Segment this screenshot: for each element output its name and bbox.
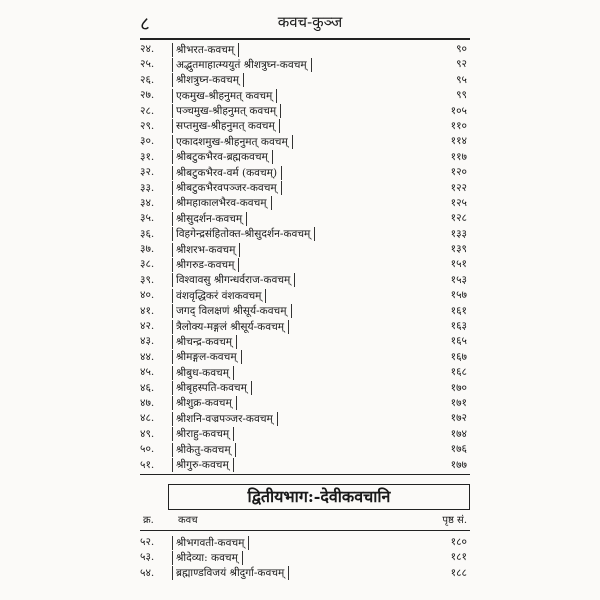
entry-number: ४३. <box>140 335 155 348</box>
toc-entry <box>140 150 470 165</box>
entry-title: अद्भुतमाहात्म्ययुतं श्रीशत्रुघ्न-कवचम् <box>172 58 312 72</box>
section-divider <box>140 474 470 475</box>
entry-title: श्रीबुध-कवचम् <box>172 366 234 380</box>
entry-number: ३५. <box>140 212 155 225</box>
section-title: द्वितीयभाग:-देवीकवचानि <box>247 487 391 506</box>
entry-page: १७७ <box>450 458 467 471</box>
entry-number: ३९. <box>140 273 155 286</box>
toc-entry <box>140 334 470 349</box>
entry-page: १७२ <box>450 412 467 425</box>
entry-page: ११० <box>450 119 467 132</box>
entry-title: ब्रह्माण्डविजयं श्रीदुर्गा-कवचम् <box>172 566 289 580</box>
toc-entry <box>140 535 470 550</box>
toc-entry <box>140 57 470 72</box>
page-header <box>140 10 480 38</box>
entry-number: ३७. <box>140 243 155 256</box>
toc-entry <box>140 396 470 411</box>
entry-page: १२५ <box>450 196 467 209</box>
toc-entry <box>140 227 470 242</box>
toc-entry <box>140 196 470 211</box>
entry-page: ११७ <box>450 150 467 163</box>
toc-entry <box>140 350 470 365</box>
entry-title: श्रीदेव्या: कवचम् <box>172 551 243 565</box>
entry-page: ९२ <box>456 58 467 71</box>
page-number: ८ <box>140 13 150 35</box>
toc-entry <box>140 134 470 149</box>
entry-number: ३२. <box>140 166 155 179</box>
entry-number: ४०. <box>140 289 155 302</box>
toc-entry <box>140 381 470 396</box>
entry-title: श्रीमहाकालभैरव-कवचम् <box>172 196 272 210</box>
entry-number: ३६. <box>140 227 155 240</box>
entry-page: १२२ <box>450 181 467 194</box>
toc-entry <box>140 458 470 473</box>
entry-title: श्रीगुरु-कवचम् <box>172 458 234 472</box>
toc-entry <box>140 119 470 134</box>
toc-entry <box>140 273 470 288</box>
column-header-number: क्र. <box>143 515 154 526</box>
entry-number: २४. <box>140 43 155 55</box>
entry-title: श्रीसुदर्शन-कवचम् <box>172 212 247 226</box>
entry-page: १५१ <box>450 258 467 271</box>
entry-title: श्रीबटुकभैरव-ब्रह्मकवचम् <box>172 150 273 164</box>
entry-page: १८१ <box>450 551 467 564</box>
toc-entry <box>140 257 470 272</box>
entry-number: ४५. <box>140 366 155 379</box>
toc-entry <box>140 566 470 581</box>
entry-number: ४८. <box>140 412 155 425</box>
entry-page: १३९ <box>450 243 467 256</box>
entry-title: श्रीबृहस्पति-कवचम् <box>172 381 252 395</box>
entry-page: १२० <box>450 166 467 179</box>
toc-entry <box>140 42 470 57</box>
entry-number: ४१. <box>140 304 155 317</box>
toc-entry <box>140 88 470 103</box>
entry-number: ३३. <box>140 181 155 194</box>
toc-entry <box>140 211 470 226</box>
entry-title: श्रीमङ्गल-कवचम् <box>172 350 242 364</box>
entry-page: १०५ <box>450 104 467 117</box>
section-heading-box <box>168 484 470 510</box>
entry-number: २६. <box>140 73 155 86</box>
entry-title: श्रीकेतु-कवचम् <box>172 443 236 457</box>
entry-number: ५३. <box>140 551 155 564</box>
table-of-contents <box>140 42 470 473</box>
entry-page: १८८ <box>450 566 467 579</box>
entry-title: श्रीशुक्र-कवचम् <box>172 396 237 410</box>
entry-title: श्रीशरभ-कवचम् <box>172 243 240 257</box>
entry-page: १५३ <box>450 273 467 286</box>
entry-page: १६७ <box>450 350 467 363</box>
entry-page: १७० <box>450 381 467 394</box>
toc-entry <box>140 304 470 319</box>
header-rule <box>140 38 470 40</box>
toc-entry <box>140 288 470 303</box>
entry-title: विश्वावसु श्रीगन्धर्वराज-कवचम् <box>172 273 295 287</box>
entry-title: श्रीराहु-कवचम् <box>172 427 234 441</box>
entry-title: एकादशमुख-श्रीहनुमत् कवचम् <box>172 135 293 149</box>
entry-number: ३१. <box>140 150 155 163</box>
entry-title: विहगेन्द्रसंहितोक्त-श्रीसुदर्शन-कवचम् <box>172 227 315 241</box>
entry-title: श्रीशत्रुघ्न-कवचम् <box>172 73 244 87</box>
entry-page: १६५ <box>450 335 467 348</box>
entry-page: १७१ <box>450 396 467 409</box>
column-header-rule <box>140 530 470 531</box>
entry-number: ५१. <box>140 458 155 471</box>
toc-entry <box>140 242 470 257</box>
entry-number: ३०. <box>140 135 155 148</box>
toc-entry <box>140 427 470 442</box>
entry-title: वंशवृद्धिकरं वंशकवचम् <box>172 289 266 303</box>
column-header-page: पृष्ठ सं. <box>442 515 467 526</box>
entry-page: ११४ <box>450 135 467 148</box>
toc-entry <box>140 104 470 119</box>
entry-title: श्रीभगवती-कवचम् <box>172 536 249 550</box>
entry-page: १३३ <box>450 227 467 240</box>
entry-number: ४७. <box>140 396 155 409</box>
entry-title: त्रैलोक्य-मङ्गलं श्रीसूर्य-कवचम् <box>172 320 289 334</box>
entry-number: ५०. <box>140 443 155 456</box>
entry-title: श्रीशनि-वज्रपञ्जर-कवचम् <box>172 412 278 426</box>
entry-title: श्रीगरुड-कवचम् <box>172 258 239 272</box>
entry-title: श्रीभरत-कवचम् <box>172 43 239 57</box>
entry-title: जगद् विलक्षणं श्रीसूर्य-कवचम् <box>172 304 292 318</box>
toc-entry <box>140 365 470 380</box>
entry-title: श्रीबटुकभैरवपञ्जर-कवचम् <box>172 181 282 195</box>
entry-page: १६३ <box>450 320 467 333</box>
entry-page: ९५ <box>456 73 467 86</box>
entry-page: ९९ <box>456 89 467 102</box>
entry-number: २७. <box>140 89 155 102</box>
column-headers <box>140 513 470 529</box>
entry-title: सप्तमुख-श्रीहनुमत् कवचम् <box>172 119 280 133</box>
entry-number: ५४. <box>140 566 155 579</box>
entry-number: २९. <box>140 119 155 132</box>
entry-page: १७४ <box>450 427 467 440</box>
entry-title: श्रीचन्द्र-कवचम् <box>172 335 237 349</box>
entry-title: पञ्चमुख-श्रीहनुमत् कवचम् <box>172 104 281 118</box>
entry-number: २८. <box>140 104 155 117</box>
toc-entry <box>140 411 470 426</box>
entry-number: ४४. <box>140 350 155 363</box>
entry-number: २५. <box>140 58 155 71</box>
entry-number: ४२. <box>140 320 155 333</box>
toc-entry <box>140 319 470 334</box>
entry-number: ३८. <box>140 258 155 271</box>
toc-entry <box>140 181 470 196</box>
entry-page: १५७ <box>450 289 467 302</box>
entry-page: १७६ <box>450 443 467 456</box>
entry-number: ४९. <box>140 427 155 440</box>
column-header-title: कवच <box>178 515 198 526</box>
entry-page: १६८ <box>450 366 467 379</box>
entry-page: १२८ <box>450 212 467 225</box>
toc-entry <box>140 165 470 180</box>
entry-number: ५२. <box>140 536 155 548</box>
table-of-contents-part-two <box>140 535 470 581</box>
running-title: कवच-कुञ्ज <box>277 13 343 31</box>
entry-page: ९० <box>456 43 467 55</box>
entry-page: १६१ <box>450 304 467 317</box>
entry-number: ३४. <box>140 196 155 209</box>
entry-number: ४६. <box>140 381 155 394</box>
entry-title: एकमुख-श्रीहनुमत् कवचम् <box>172 89 277 103</box>
entry-title: श्रीबटुकभैरव-वर्म (कवचम्) <box>172 166 282 180</box>
entry-page: १८० <box>450 536 467 548</box>
toc-entry <box>140 550 470 565</box>
toc-entry <box>140 442 470 457</box>
toc-entry <box>140 73 470 88</box>
